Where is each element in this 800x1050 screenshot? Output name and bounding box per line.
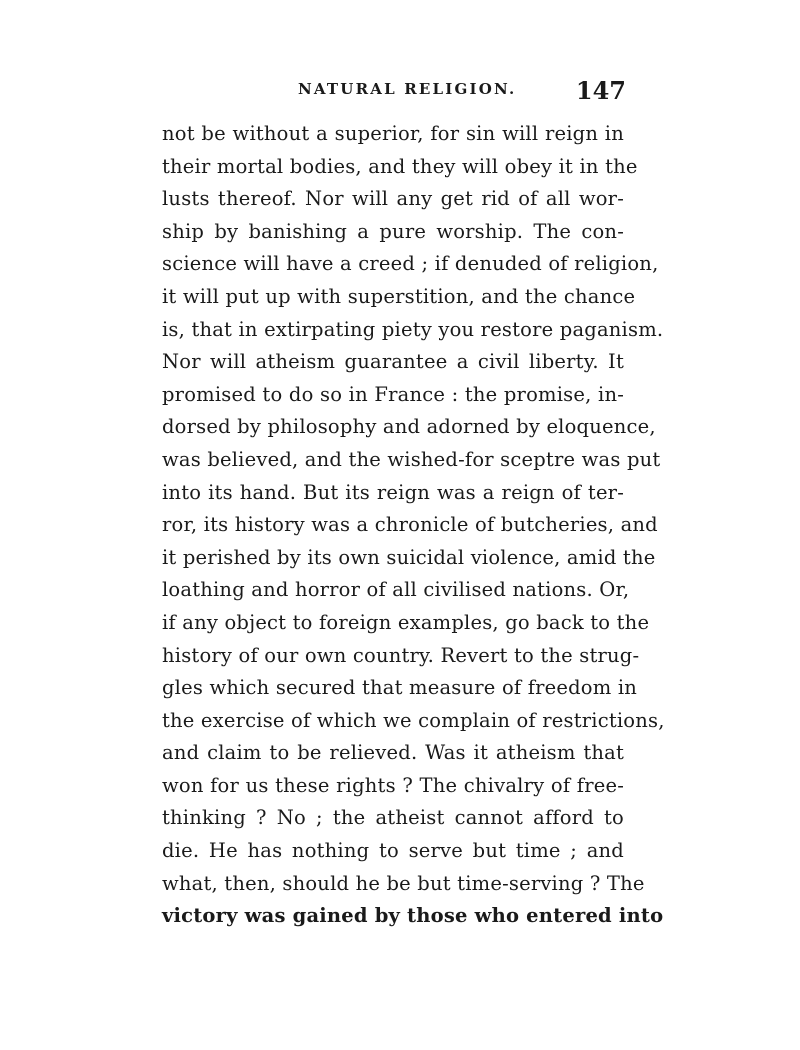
running-title: NATURAL RELIGION. <box>298 80 517 98</box>
body-text <box>162 118 665 933</box>
text-line: science will have a creed ; if denuded of religion, <box>162 252 659 276</box>
text-line: ship by banishing a pure worship. The con- <box>162 219 624 243</box>
running-header <box>160 76 630 106</box>
text-line: won for us these rights ? The chivalry of free- <box>162 773 624 797</box>
text-line: into its hand. But its reign was a reign of ter- <box>162 480 624 504</box>
text-line: what, then, should he be but time-serving ? The <box>162 871 645 895</box>
text-line: not be without a superior, for sin will reign in <box>162 122 624 145</box>
text-line: and claim to be relieved. Was it atheism that <box>162 741 624 765</box>
text-line: history of our own country. Revert to the strug- <box>162 643 640 667</box>
text-line: was believed, and the wished-for sceptre was put <box>162 447 661 471</box>
text-line: ror, its history was a chronicle of butcheries, and <box>162 513 658 537</box>
page-number: 147 <box>575 76 626 105</box>
text-line: victory was gained by those who entered into <box>162 904 664 928</box>
text-line: it will put up with superstition, and the chance <box>162 284 636 308</box>
text-line: promised to do so in France : the promise, in- <box>162 382 624 406</box>
text-line: lusts thereof. Nor will any get rid of all wor- <box>162 187 624 211</box>
text-line: the exercise of which we complain of restrictions, <box>162 708 665 732</box>
text-line: gles which secured that measure of freedom in <box>162 676 638 700</box>
text-line: thinking ? No ; the atheist cannot afford to <box>162 806 624 830</box>
text-line: loathing and horror of all civilised nations. Or, <box>162 578 630 602</box>
text-line: is, that in extirpating piety you restore paganism. <box>162 317 664 341</box>
text-line: if any object to foreign examples, go back to the <box>162 610 650 634</box>
text-line: their mortal bodies, and they will obey it in the <box>162 154 638 178</box>
text-line: Nor will atheism guarantee a civil liberty. It <box>162 350 624 374</box>
text-line: die. He has nothing to serve but time ; and <box>162 839 624 863</box>
text-line: it perished by its own suicidal violence, amid the <box>162 545 656 569</box>
text-line: dorsed by philosophy and adorned by eloquence, <box>162 415 656 439</box>
